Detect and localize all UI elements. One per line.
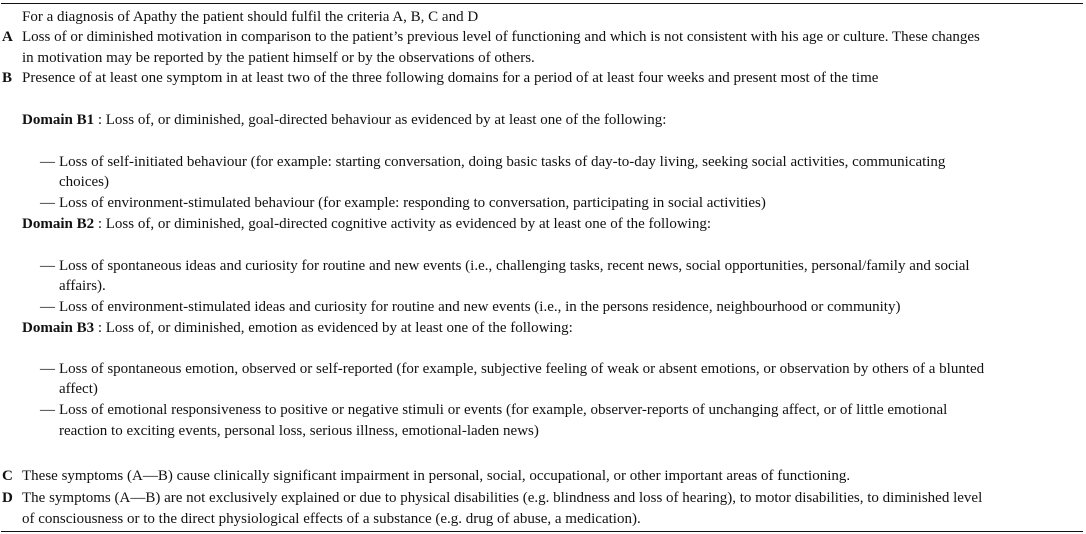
domain-b2-item-2: Loss of environment-stimulated ideas and curiosity for routine and new events (i.e., in the persons residence, neighbourhood or community) — [59, 299, 901, 315]
criterion-b-letter: B — [2, 70, 13, 86]
domain-b2-description: : Loss of, or diminished, goal-directed cognitive activity as evidenced by at least one of the following: — [94, 216, 712, 232]
domain-b3-heading — [22, 318, 573, 338]
domain-b3-item-1: Loss of spontaneous emotion, observed or self-reported (for example, subjective feeling of weak or absent emotions, or observation by others of a blunted — [59, 361, 985, 377]
domain-b3-item-2: Loss of emotional responsiveness to positive or negative stimuli or events (for example, observer-reports of unchanging affect, or of little emotional — [59, 402, 948, 418]
domain-b1-item-2: Loss of environment-stimulated behaviour (for example: responding to conversation, participating in social activities) — [59, 195, 766, 211]
criterion-a-text-cont: in motivation may be reported by the patient himself or by the observations of others. — [22, 50, 535, 66]
criterion-a-text: Loss of or diminished motivation in comparison to the patient’s previous level of functioning and which is not consistent with his age or culture. These changes — [22, 29, 980, 45]
domain-b1-item-1: Loss of self-initiated behaviour (for example: starting conversation, doing basic tasks of day-to-day living, seeking social activities, communicating — [59, 154, 946, 170]
domain-b2-heading — [22, 214, 711, 234]
domain-b1-item-2-dash: — — [40, 195, 55, 211]
domain-b3-item-2-dash: — — [40, 402, 55, 418]
criterion-a-letter: A — [2, 29, 13, 45]
bottom-rule — [1, 531, 1083, 532]
domain-b3-item-1-dash: — — [40, 361, 55, 377]
domain-b1-description: : Loss of, or diminished, goal-directed behaviour as evidenced by at least one of the following: — [94, 112, 667, 128]
domain-b2-item-1-cont: affairs). — [59, 278, 106, 294]
domain-b1-heading — [22, 110, 666, 130]
domain-b2-item-1: Loss of spontaneous ideas and curiosity for routine and new events (i.e., challenging tasks, recent news, social opportunities, personal/family and social — [59, 258, 970, 274]
domain-b3-item-2-cont: reaction to exciting events, personal loss, serious illness, emotional-laden news) — [59, 423, 539, 439]
domain-b1-item-1-cont: choices) — [59, 174, 109, 190]
domain-b3-description: : Loss of, or diminished, emotion as evidenced by at least one of the following: — [94, 320, 573, 336]
domain-b2-item-2-dash: — — [40, 299, 55, 315]
domain-b2-title: Domain B2 — [22, 216, 95, 232]
domain-b1-title: Domain B1 — [22, 112, 95, 128]
domain-b3-item-1-cont: affect) — [59, 381, 98, 397]
domain-b2-item-1-dash: — — [40, 258, 55, 274]
table-intro: For a diagnosis of Apathy the patient should fulfil the criteria A, B, C and D — [22, 9, 479, 25]
criterion-b-text: Presence of at least one symptom in at least two of the three following domains for a period of at least four weeks and present most of the time — [22, 70, 879, 86]
top-rule — [1, 3, 1083, 4]
criterion-d-text: The symptoms (A—B) are not exclusively explained or due to physical disabilities (e.g. blindness and loss of hearing), to motor disabilities, to diminished level — [22, 490, 983, 506]
domain-b1-item-1-dash: — — [40, 154, 55, 170]
domain-b3-title: Domain B3 — [22, 320, 95, 336]
criterion-d-letter: D — [2, 490, 13, 506]
criterion-c-letter: C — [2, 468, 13, 484]
criterion-c-text: These symptoms (A—B) cause clinically significant impairment in personal, social, occupational, or other important areas of functioning. — [22, 468, 851, 484]
criterion-d-text-cont: of consciousness or to the direct physiological effects of a substance (e.g. drug of abuse, a medication). — [22, 511, 641, 527]
